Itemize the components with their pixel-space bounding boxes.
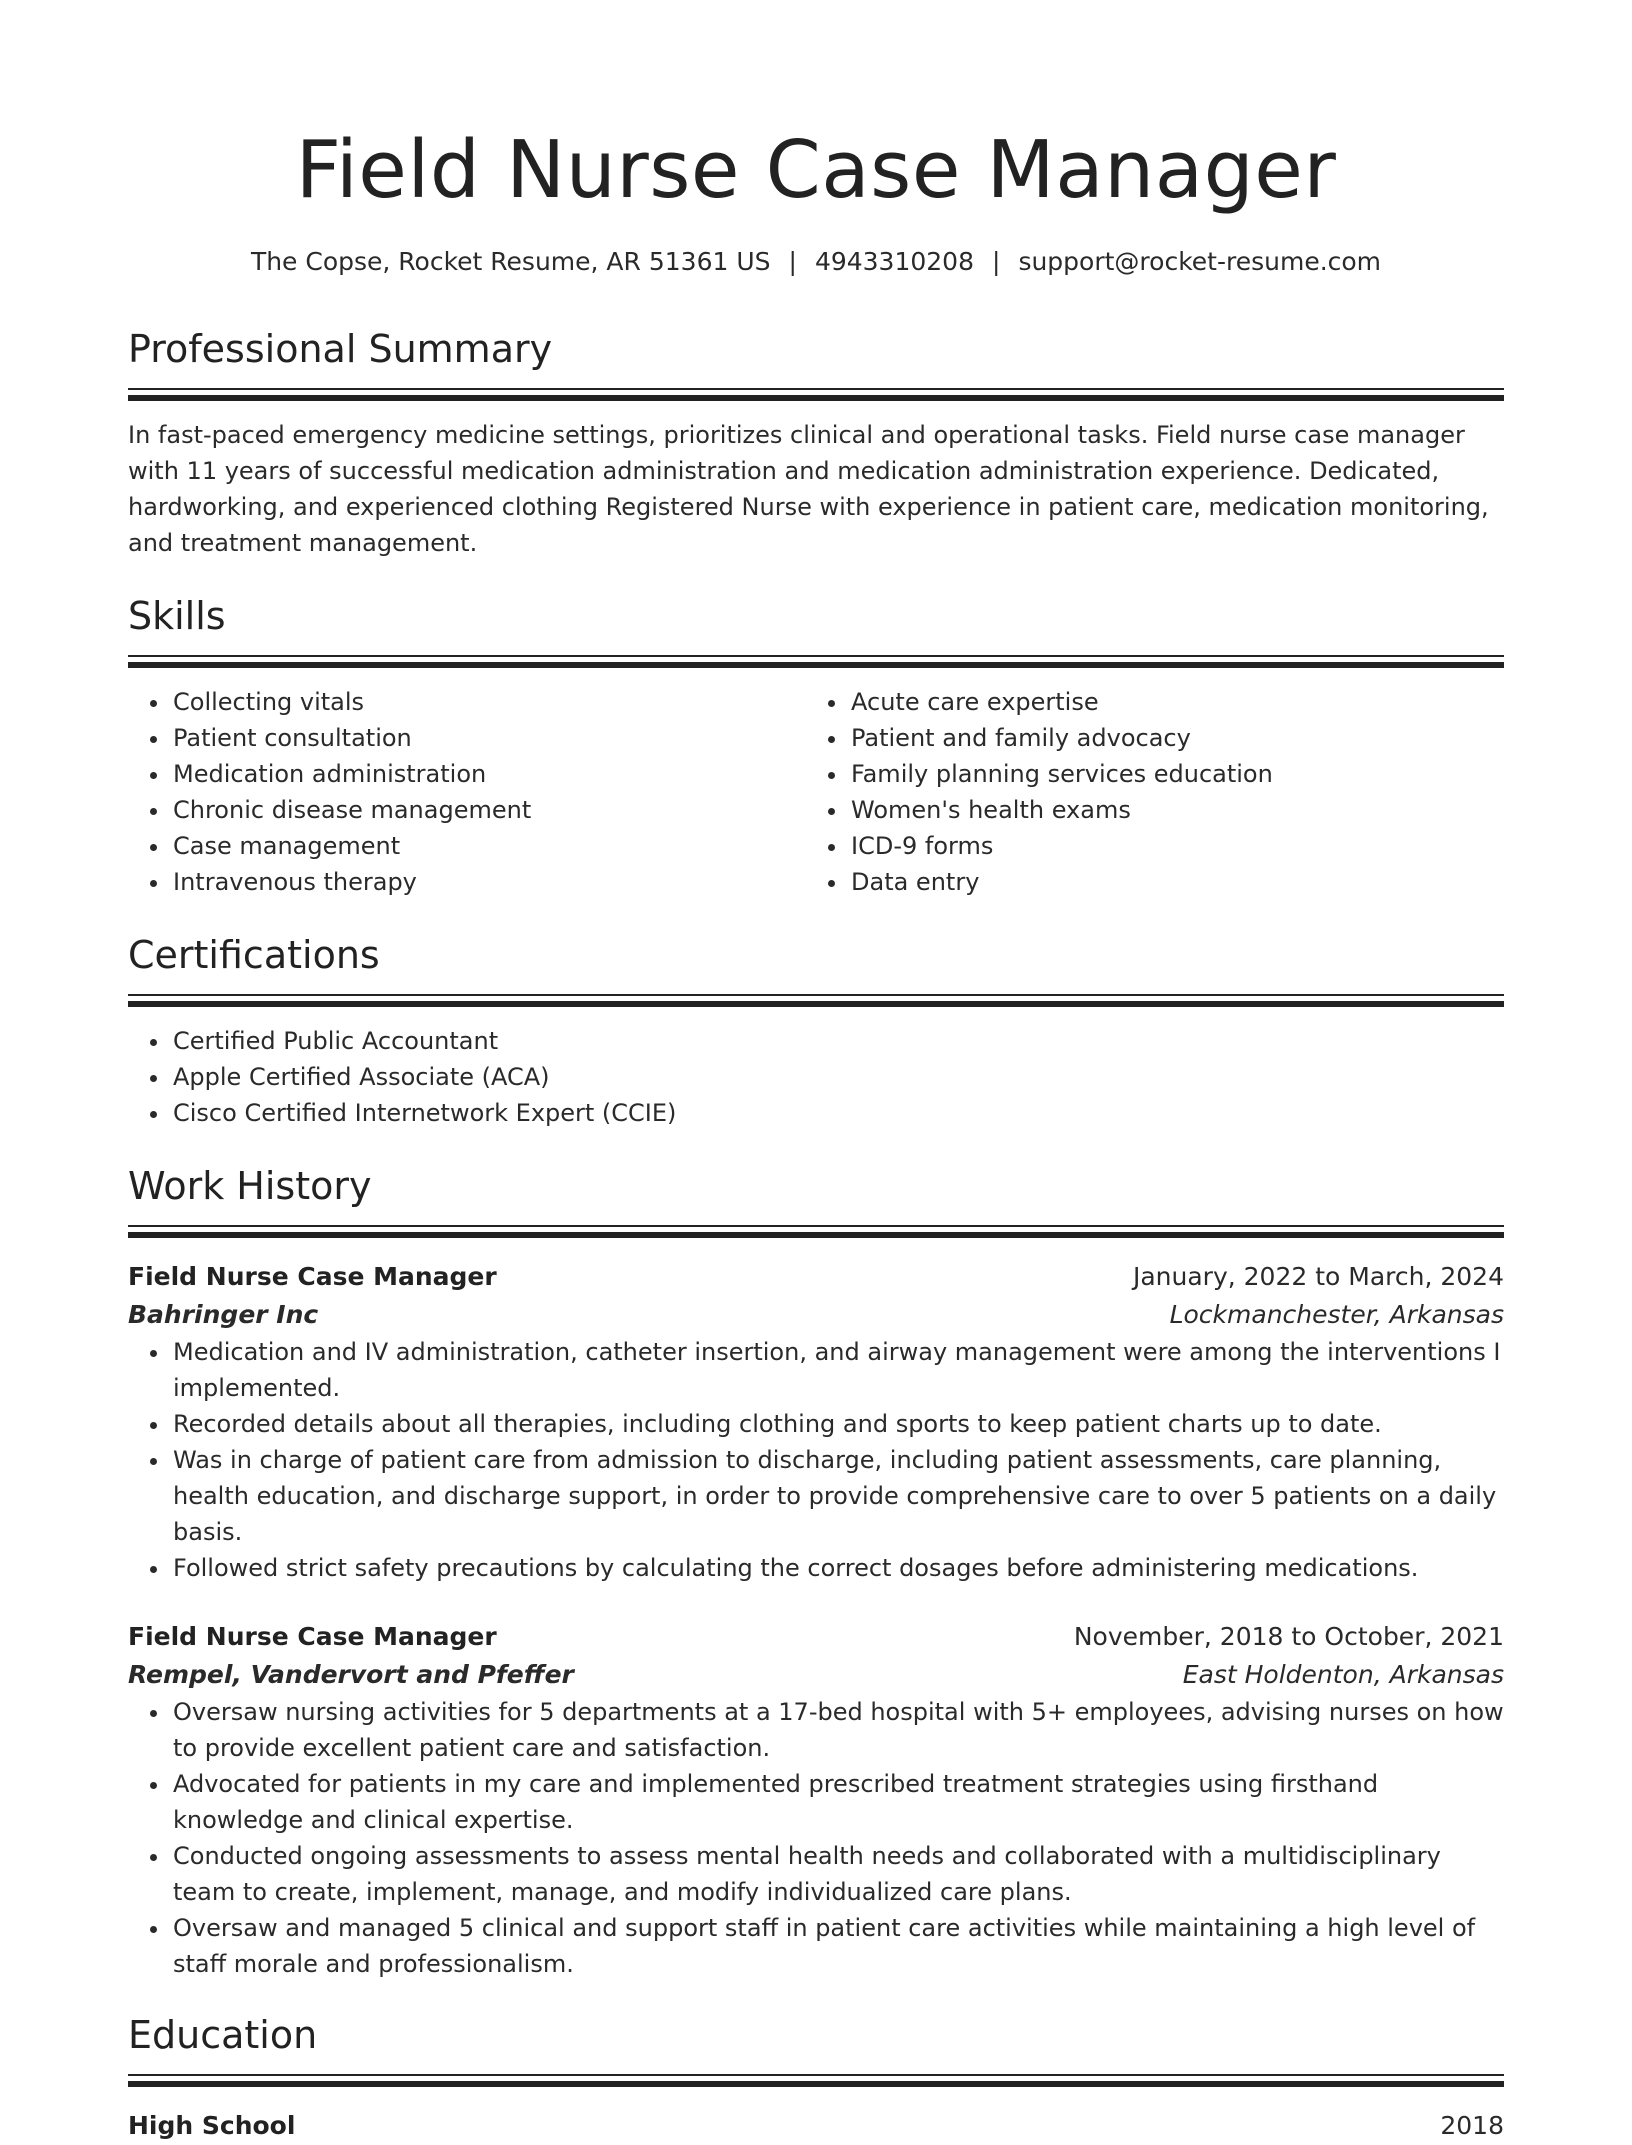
job-bullet-list [128,1694,1504,1982]
section-work-history [128,1161,1504,1982]
contact-separator: | [992,247,1001,276]
contact-separator: | [788,247,797,276]
job-entry [128,1258,1504,1586]
job-bullet: • Medication and IV administration, catheter insertion, and airway management were among the interventions I implemented. [171,1334,1504,1406]
certification-item: • Cisco Certified Internetwork Expert (CCIE) [171,1095,1504,1131]
job-bullet: • Oversaw nursing activities for 5 departments at a 17-bed hospital with 5+ employees, advising nurses on how to provide excellent patient care and satisfaction. [171,1694,1504,1766]
skill-item: • Intravenous therapy [171,864,806,900]
summary-text: In fast-paced emergency medicine settings, prioritizes clinical and operational tasks. Field nurse case manager with 11 years of successful medication administration and medication administration experience. Dedicated, hardworking, and experienced clothing Registered Nurse with experience in patient care, medication monitoring, and treatment management. [128,421,1489,557]
contact-line [128,246,1504,278]
skill-item: • Data entry [849,864,1484,900]
skills-column-left [128,684,806,900]
job-bullet: • Followed strict safety precautions by calculating the correct dosages before administering medications. [171,1550,1504,1586]
skills-grid [128,684,1504,900]
job-title: Field Nurse Case Manager [128,1622,497,1651]
education-degree: High School [128,2111,296,2140]
section-divider [128,1225,1504,1238]
job-title: Field Nurse Case Manager [128,1262,497,1291]
section-divider [128,655,1504,668]
job-bullet: • Recorded details about all therapies, including clothing and sports to keep patient charts up to date. [171,1406,1504,1442]
section-certifications [128,930,1504,1131]
skill-item: • Women's health exams [849,792,1484,828]
job-dates: January, 2022 to March, 2024 [1132,1262,1504,1291]
education-entry [128,2107,1504,2145]
job-bullet: • Oversaw and managed 5 clinical and support staff in patient care activities while maintaining a high level of staff morale and professionalism. [171,1910,1504,1982]
job-location: Lockmanchester, Arkansas [1169,1300,1504,1329]
skill-item: • Chronic disease management [171,792,806,828]
certification-item: • Apple Certified Associate (ACA) [171,1059,1504,1095]
skill-item: • Patient consultation [171,720,806,756]
job-header [128,1258,1504,1296]
skill-item: • Family planning services education [849,756,1484,792]
section-title: Professional Summary [128,327,553,371]
contact-phone: 4943310208 [814,247,974,276]
job-company: Bahringer Inc [128,1300,319,1329]
section-professional-summary [128,324,1504,561]
certification-item: • Certified Public Accountant [171,1023,1504,1059]
contact-email[interactable]: support@rocket-resume.com [1018,247,1382,276]
job-dates: November, 2018 to October, 2021 [1073,1622,1504,1651]
section-divider [128,388,1504,401]
section-title: Skills [128,594,226,638]
section-title: Education [128,2013,318,2057]
skill-item: • Medication administration [171,756,806,792]
skill-item: • Collecting vitals [171,684,806,720]
job-bullet: • Was in charge of patient care from admission to discharge, including patient assessments, care planning, health education, and discharge support, in order to provide comprehensive care to over 5 patients on a daily basis. [171,1442,1504,1550]
section-title: Work History [128,1164,372,1208]
resume-name: Field Nurse Case Manager [295,124,1337,216]
section-divider [128,2074,1504,2087]
section-title: Certifications [128,933,380,977]
section-divider [128,994,1504,1007]
section-education [128,2010,1504,2145]
skill-item: • Case management [171,828,806,864]
job-bullet-list [128,1334,1504,1586]
job-header [128,1618,1504,1656]
job-bullet: • Conducted ongoing assessments to assess mental health needs and collaborated with a multidisciplinary team to create, implement, manage, and modify individualized care plans. [171,1838,1504,1910]
certification-list [128,1023,1504,1131]
contact-address: The Copse, Rocket Resume, AR 51361 US [250,247,771,276]
job-entry [128,1618,1504,1982]
section-skills [128,591,1504,900]
skills-column-right [806,684,1484,900]
job-company: Rempel, Vandervort and Pfeffer [128,1660,574,1689]
job-subheader [128,1656,1504,1694]
skill-item: • ICD-9 forms [849,828,1484,864]
skill-item: • Patient and family advocacy [849,720,1484,756]
job-bullet: • Advocated for patients in my care and implemented prescribed treatment strategies using firsthand knowledge and clinical expertise. [171,1766,1504,1838]
education-year: 2018 [1440,2111,1504,2140]
job-subheader [128,1296,1504,1334]
skill-item: • Acute care expertise [849,684,1484,720]
job-location: East Holdenton, Arkansas [1182,1660,1504,1689]
